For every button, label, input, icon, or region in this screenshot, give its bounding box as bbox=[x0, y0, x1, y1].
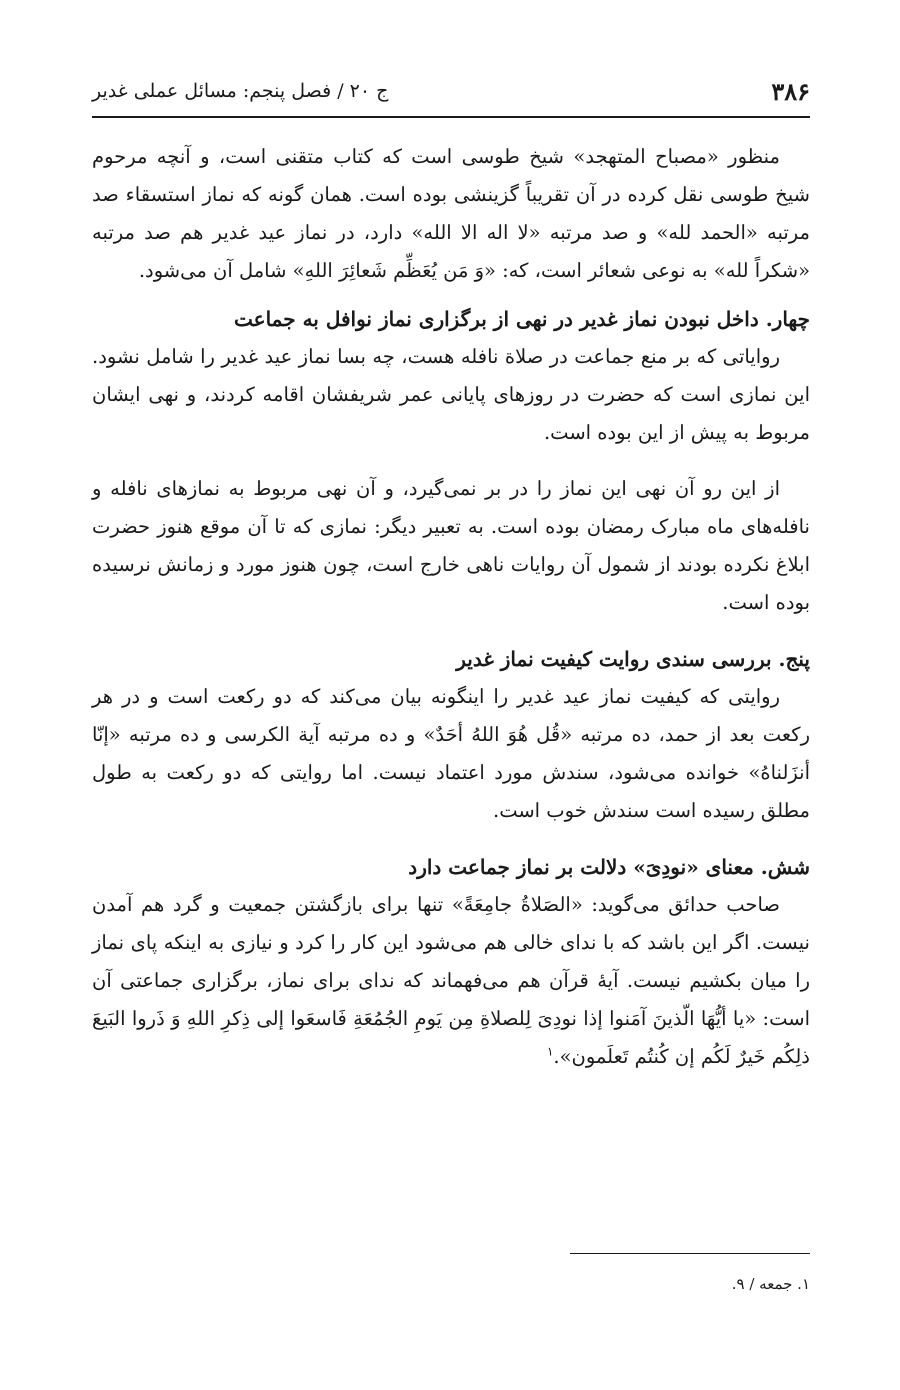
book-page bbox=[92, 0, 810, 1390]
section-heading-5: پنج. بررسی سندی روایت کیفیت نماز غدیر bbox=[456, 647, 810, 671]
paragraph-2: روایاتی که بر منع جماعت در صلاة نافله هست، چه بسا نماز عید غدیر را شامل نشود. این نمازی است که حضرت در روزهای پایانی عمر شریفشان اقامه کردند، و نهی ایشان مربوط به پیش از این بوده است. bbox=[92, 345, 810, 444]
paragraph-1: منظور «مصباح المتهجد» شیخ طوسی است که کتاب متقنی است، و آنچه مرحوم شیخ طوسی نقل کرده در آن تقریباً گزینشی بوده است. همان گونه که نماز استسقاء صد مرتبه «الحمد لله» و صد مرتبه «لا اله الا الله» دارد، در نماز عید غدیر هم صد مرتبه «شکراً لله» به نوعی شعائر است، که: «وَ مَن یُعَظِّم شَعائِرَ اللهِ» شامل آن می‌شود. bbox=[92, 145, 810, 282]
paragraph-3: از این رو آن نهی این نماز را در بر نمی‌گیرد، و آن نهی مربوط به نمازهای نافله و نافله‌های ماه مبارک رمضان بوده است. به تعبیر دیگر: نمازی که تا آن موقع هنوز حضرت ابلاغ نکرده بودند از شمول آن روایات ناهی خارج است، چون هنوز مورد و زمانش نرسیده بوده است. bbox=[92, 477, 810, 614]
paragraph-5-text: صاحب حدائق می‌گوید: «الصَلاةُ جامِعَةً» تنها برای بازگشتن جمعیت و گرد هم آمدن نیست. اگر این باشد که با ندای خالی هم می‌شود این کار را کرد و نیازی به اینکه پای نماز را میان بکشیم نیست. آیهٔ قرآن هم می‌فهماند که ندای برای نماز، برگزاری جماعتی آن است: «یا أیُّهَا الّذینَ آمَنوا إذا نودِیَ لِلصلاةِ مِن یَومِ الجُمُعَةِ فَاسعَوا إلی ذِکرِ اللهِ وَ ذَروا البَیعَ ذلِکُم خَیرٌ لَکُم إن کُنتُم تَعلَمون». bbox=[92, 893, 810, 1068]
page-header bbox=[92, 74, 810, 108]
footnote-text: ۱. جمعه / ۹. bbox=[731, 1275, 810, 1293]
footnote-marker[interactable]: ۱ bbox=[546, 1044, 554, 1059]
paragraph-5 bbox=[92, 886, 810, 1076]
footnote-divider bbox=[570, 1253, 810, 1254]
running-title: ج ۲۰ / فصل پنجم: مسائل عملی غدیر bbox=[92, 80, 389, 102]
header-divider bbox=[92, 116, 810, 118]
body-text bbox=[92, 138, 810, 1076]
section-heading-4: چهار. داخل نبودن نماز غدیر در نهی از برگزاری نماز نوافل به جماعت bbox=[234, 307, 810, 331]
page-number: ۳۸۶ bbox=[771, 76, 810, 106]
section-heading-6: شش. معنای «نودِیَ» دلالت بر نماز جماعت دارد bbox=[408, 855, 810, 879]
paragraph-4: روایتی که کیفیت نماز عید غدیر را اینگونه بیان می‌کند که دو رکعت است و در هر رکعت بعد از حمد، ده مرتبه «قُل هُوَ اللهُ أحَدٌ» و ده مرتبه آیة الکرسی و ده مرتبه «إنّا أنزَلناهُ» خوانده می‌شود، سندش مورد اعتماد نیست. اما روایتی که دو رکعت به طول مطلق رسیده است سندش خوب است. bbox=[92, 685, 810, 822]
